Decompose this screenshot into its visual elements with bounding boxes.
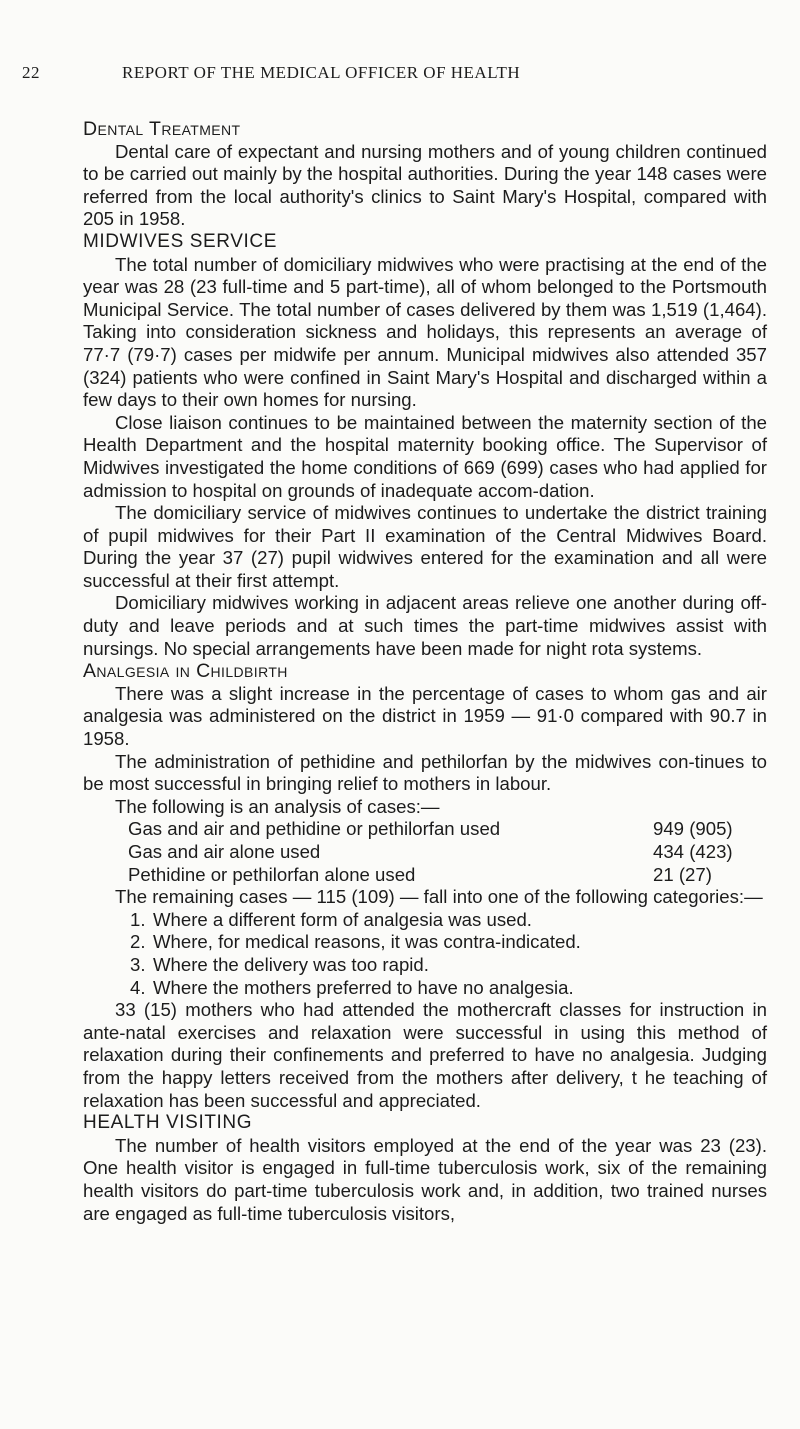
table-row	[83, 864, 767, 887]
list-item-number: 2.	[130, 931, 146, 953]
categories-list	[83, 909, 767, 999]
table-row-value: 434 (423)	[653, 841, 733, 862]
dental-paragraph: Dental care of expectant and nursing mothers and of young children continued to be carried out mainly by the hospital authorities. During the year 148 cases were referred from the local authority's clinics to Saint Mary's Hospital, compared with 205 in 1958.	[83, 140, 767, 230]
list-item	[130, 977, 767, 1000]
dental-heading: Dental Treatment	[83, 118, 241, 140]
body-text	[83, 118, 767, 1225]
health-visiting-heading: HEALTH VISITING	[83, 1112, 253, 1134]
list-item-text: Where the mothers preferred to have no analgesia.	[153, 976, 574, 998]
midwives-paragraph-4: Domiciliary midwives working in adjacent areas relieve one another during off-duty and leave periods and at such times the part-time midwives assist with nursings. No special arrangements have been made for night rota systems.	[83, 592, 767, 659]
list-item	[130, 909, 767, 932]
midwives-heading: MIDWIVES SERVICE	[83, 230, 278, 252]
table-row	[83, 841, 767, 864]
analysis-table	[83, 818, 767, 886]
list-item	[130, 954, 767, 977]
analgesia-heading: Analgesia in Childbirth	[83, 660, 288, 683]
analgesia-paragraph-4: The remaining cases — 115 (109) — fall into one of the following categories:—	[115, 886, 763, 908]
table-row-label: Pethidine or pethilorfan alone used	[128, 863, 416, 885]
list-item-text: Where a different form of analgesia was used.	[153, 908, 532, 930]
table-row	[83, 818, 767, 841]
midwives-paragraph-2: Close liaison continues to be maintained between the maternity section of the Health Department and the hospital maternity booking office. The Supervisor of Midwives investigated the home conditions of 669 (699) cases who had applied for admission to hospital on grounds of inadequate accom-dation.	[83, 411, 767, 501]
midwives-paragraph-3: The domiciliary service of midwives continues to undertake the district training of pupil midwives for their Part II examination of the Central Midwives Board. During the year 37 (27) pupil widwives entered for the examination and all were successful at their first attempt.	[83, 502, 767, 591]
list-item	[130, 931, 767, 954]
table-row-label: Gas and air alone used	[128, 841, 321, 862]
health-visiting-paragraph: The number of health visitors employed at the end of the year was 23 (23). One health visitor is engaged in full-time tuberculosis work, six of the remaining health visitors do part-time tuberculosis work and, in addition, two trained nurses are engaged as full-time tuberculosis visitors,	[83, 1134, 767, 1224]
table-row-value: 21 (27)	[653, 863, 712, 885]
list-item-number: 1.	[130, 908, 146, 930]
list-item-text: Where the delivery was too rapid.	[153, 953, 429, 975]
analgesia-paragraph-1: There was a slight increase in the percentage of cases to whom gas and air analgesia was administered on the district in 1959 — 91·0 compared with 90.7 in 1958.	[83, 682, 767, 750]
running-title: REPORT OF THE MEDICAL OFFICER OF HEALTH	[122, 63, 521, 82]
analgesia-paragraph-3: The following is an analysis of cases:—	[115, 795, 440, 817]
list-item-number: 4.	[130, 976, 146, 998]
list-item-number: 3.	[130, 953, 146, 975]
list-item-text: Where, for medical reasons, it was contra-indicated.	[153, 931, 581, 953]
page-number: 22	[22, 63, 40, 82]
analgesia-paragraph-5: 33 (15) mothers who had attended the mothercraft classes for instruction in ante-natal exercises and relaxation were successful in using this method of relaxation during their confinements and preferred to have no analgesia. Judging from the happy letters received from the mothers after delivery, t he teaching of relaxation has been successful and appreciated.	[83, 999, 767, 1111]
table-row-value: 949 (905)	[653, 818, 733, 840]
table-row-label: Gas and air and pethidine or pethilorfan used	[128, 818, 501, 840]
analgesia-paragraph-2: The administration of pethidine and pethilorfan by the midwives con-tinues to be most successful in bringing relief to mothers in labour.	[83, 750, 767, 795]
midwives-paragraph-1: The total number of domiciliary midwives who were practising at the end of the year was 28 (23 full-time and 5 part-time), all of whom belonged to the Portsmouth Municipal Service. The total number of cases delivered by them was 1,519 (1,464). Taking into consideration sickness and holidays, this represents an average of 77·7 (79·7) cases per midwife per annum. Municipal midwives also attended 357 (324) patients who were confined in Saint Mary's Hospital and discharged within a few days to their own homes for nursing.	[83, 253, 767, 411]
